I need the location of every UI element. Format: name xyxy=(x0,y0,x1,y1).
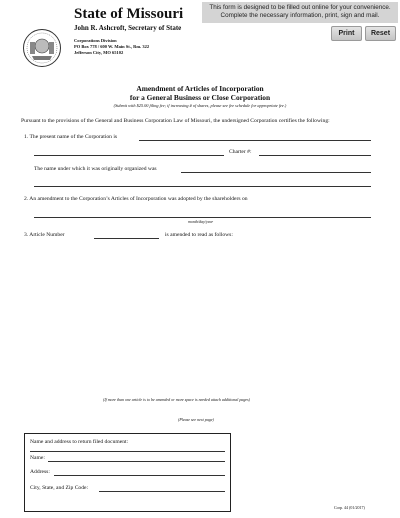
secretary-name: John R. Ashcroft, Secretary of State xyxy=(74,24,182,32)
state-seal-icon xyxy=(22,28,62,68)
date-hint: month/day/year xyxy=(188,219,214,224)
return-title-rule xyxy=(30,451,225,452)
return-city-input[interactable] xyxy=(99,491,225,492)
original-name-label: The name under which it was originally organized was xyxy=(34,166,157,172)
q3-label: 3. Article Number xyxy=(24,232,65,238)
return-address-input[interactable] xyxy=(54,475,225,476)
return-address-label: Address: xyxy=(30,469,50,475)
return-box-title: Name and address to return filed document: xyxy=(30,439,129,445)
return-name-input[interactable] xyxy=(48,461,225,462)
corporation-name-input[interactable] xyxy=(139,140,371,141)
more-articles-note: (If more than one article is to be amended or more space is needed attach additional pages) xyxy=(103,397,251,402)
banner-line-1: This form is designed to be filled out online for your convenience. xyxy=(209,4,391,11)
print-button[interactable]: Print xyxy=(331,26,362,41)
online-form-banner xyxy=(202,2,398,23)
charter-label: Charter #: xyxy=(229,149,252,155)
q3-suffix: is amended to read as follows: xyxy=(165,232,233,238)
return-name-label: Name: xyxy=(30,455,45,461)
charter-number-input[interactable] xyxy=(259,155,371,156)
q1-label: 1. The present name of the Corporation is xyxy=(24,134,118,140)
form-title: Amendment of Articles of Incorporation xyxy=(136,84,264,93)
article-number-input[interactable] xyxy=(94,238,159,239)
address-line-2: Jefferson City, MO 65102 xyxy=(74,50,124,55)
next-page-note: (Please see next page) xyxy=(178,417,214,422)
reset-button[interactable]: Reset xyxy=(365,26,396,41)
adoption-date-input[interactable] xyxy=(34,217,371,218)
form-id: Corp. 44 (01/2017) xyxy=(334,505,365,510)
article-text-area[interactable] xyxy=(24,245,374,395)
original-name-input[interactable] xyxy=(181,172,371,173)
state-title: State of Missouri xyxy=(74,6,184,22)
address-line-1: PO Box 778 / 600 W. Main St., Rm. 322 xyxy=(74,44,150,49)
fee-note: (Submit with $25.00 filing fee; if increasing # of shares, please see fee schedule for appropriate fee.) xyxy=(113,103,287,108)
original-name-input-cont[interactable] xyxy=(34,186,371,187)
corporation-name-input-cont[interactable] xyxy=(34,155,224,156)
banner-line-2: Complete the necessary information, print, sign and mail. xyxy=(220,12,380,19)
return-city-label: City, State, and Zip Code: xyxy=(30,485,89,491)
form-subtitle: for a General Business or Close Corporation xyxy=(129,93,271,102)
intro-text: Pursuant to the provisions of the General and Business Corporation Law of Missouri, the undersigned Corporation certifies the following: xyxy=(21,118,330,124)
division-address xyxy=(74,38,149,56)
division-name: Corporations Division xyxy=(74,38,117,43)
q2-label: 2. An amendment to the Corporation’s Articles of Incorporation was adopted by the shareholders on xyxy=(24,196,248,202)
